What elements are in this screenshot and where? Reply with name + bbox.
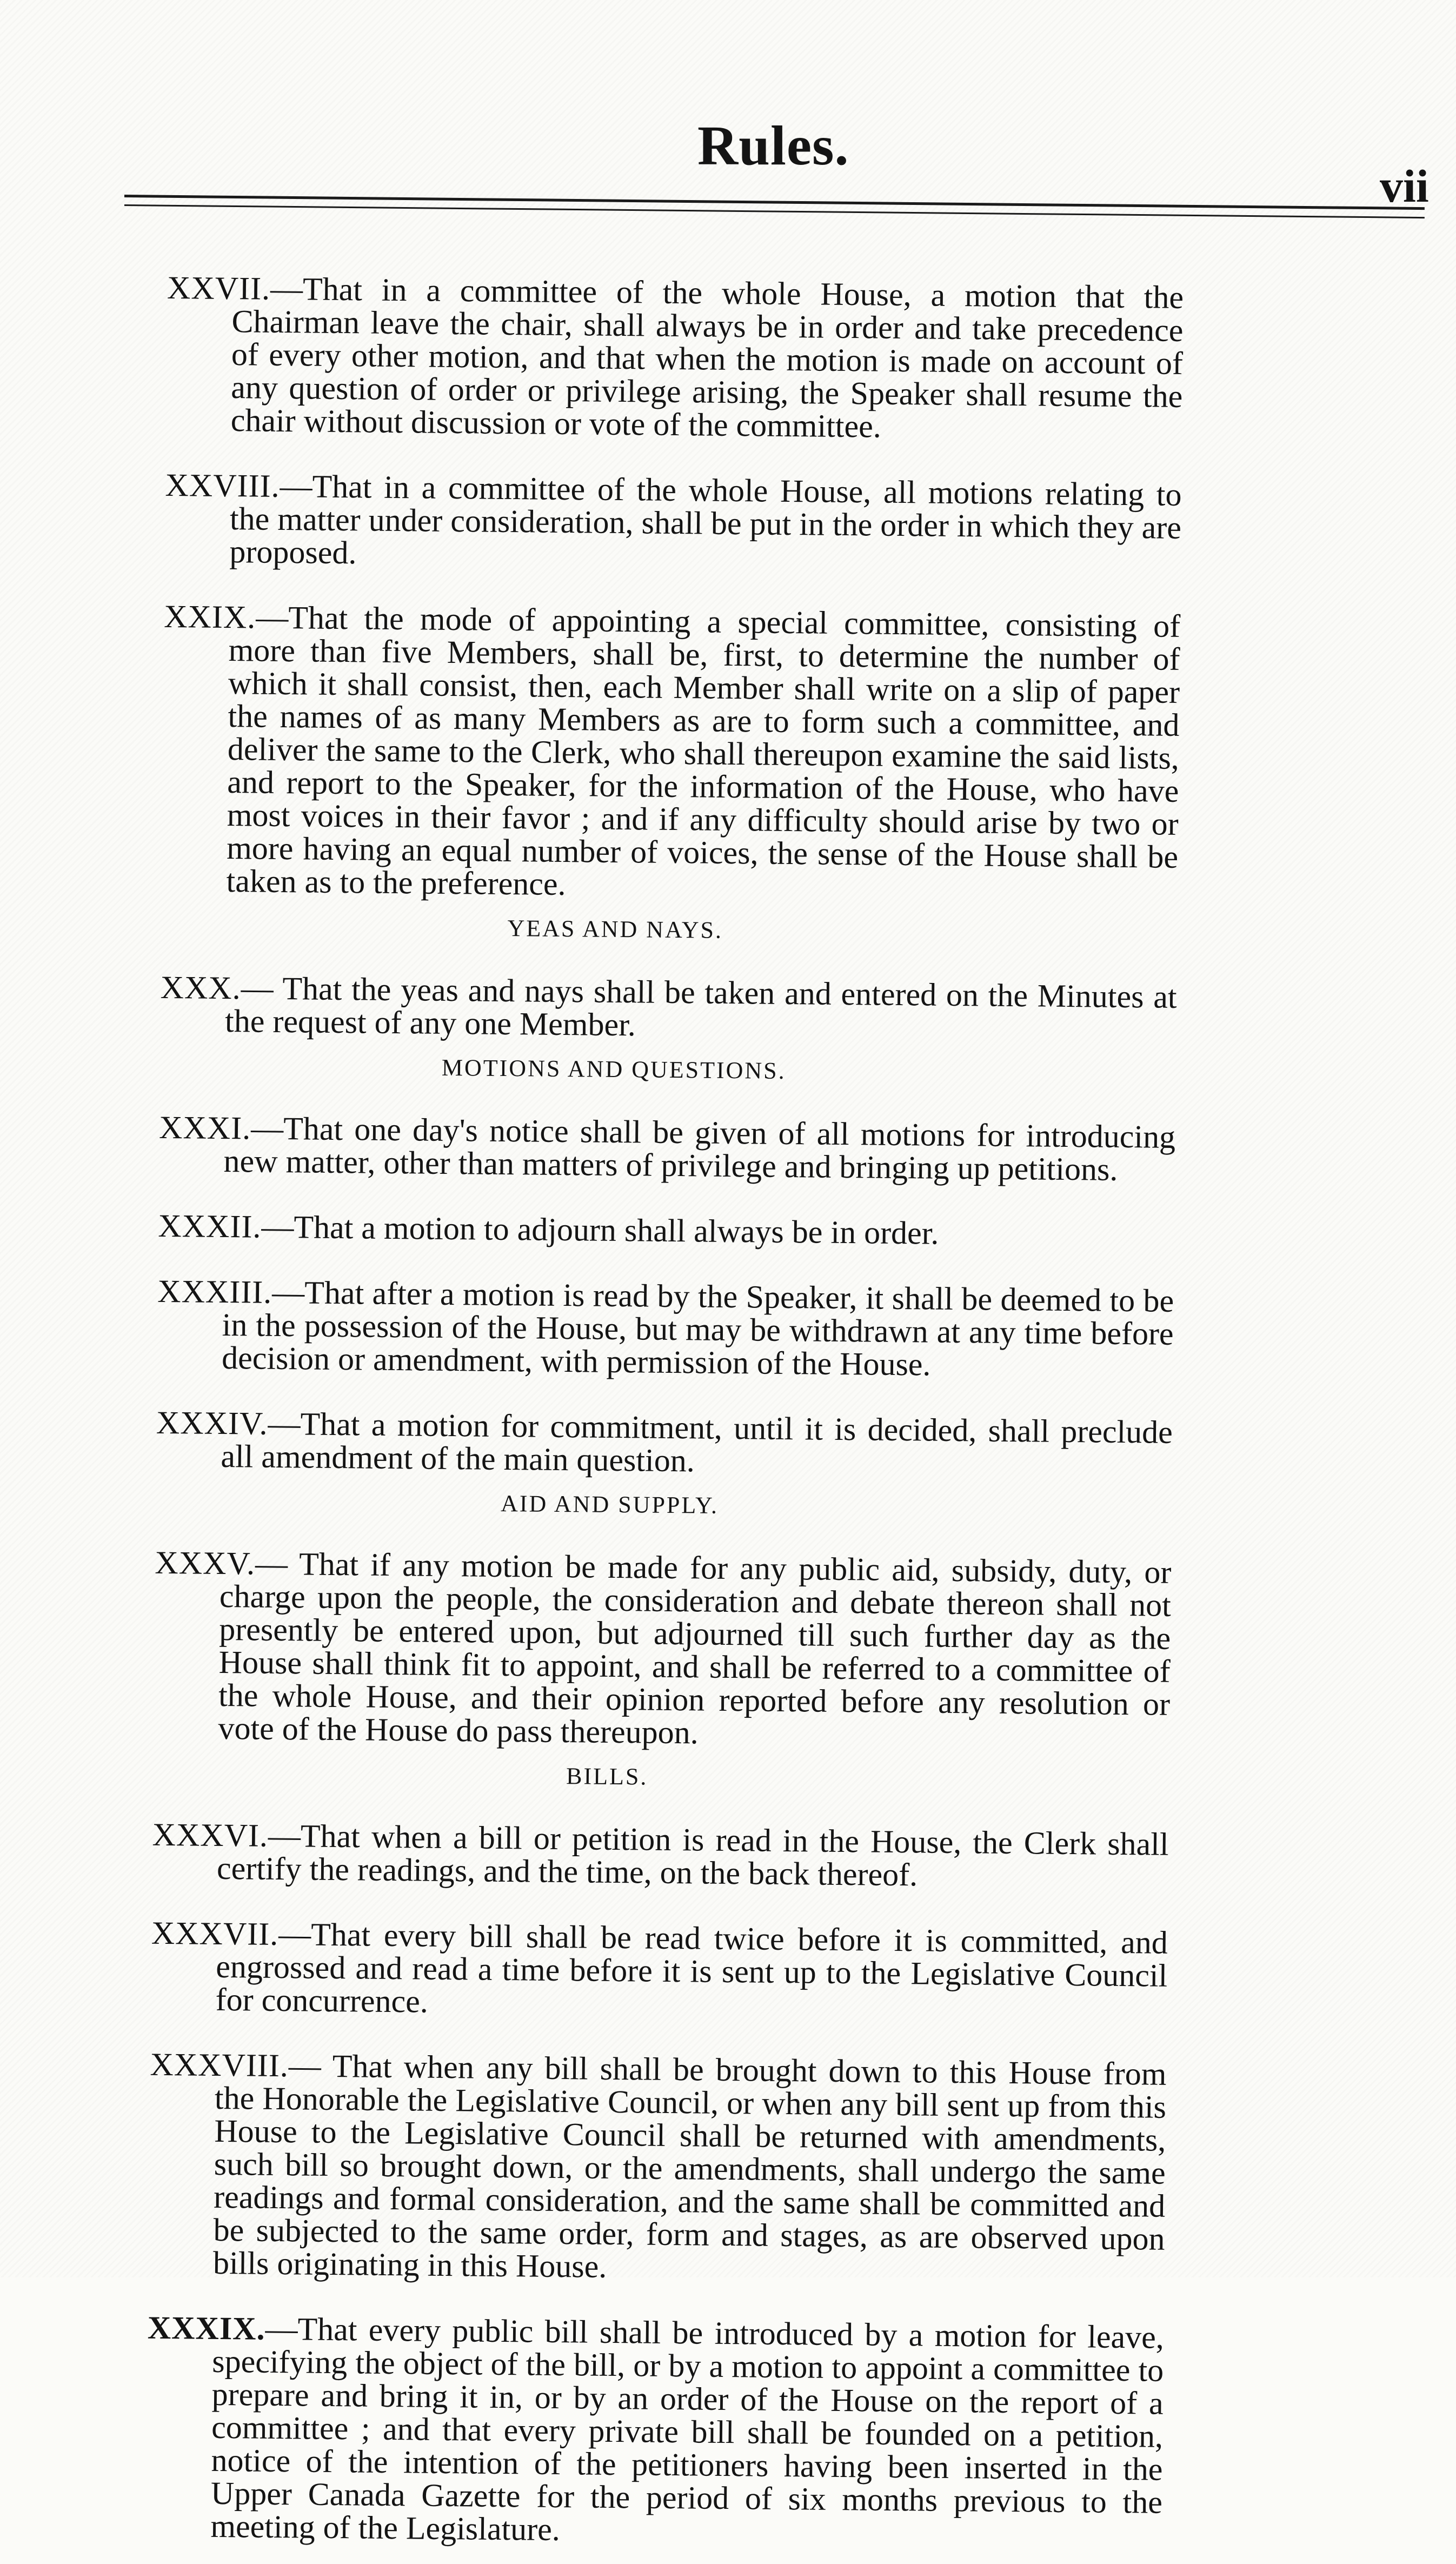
rule-xxvii	[57, 270, 1184, 446]
rule-text: —That when a bill or petition is read in the House, the Clerk shall certify the readings, and the time, on the back thereof.	[216, 1817, 1169, 1893]
rule-number: XXXVIII.	[150, 2046, 289, 2084]
rule-number: XXXIX.	[147, 2309, 265, 2347]
rule-text: —That a motion for commitment, until it is decided, shall preclude all amendment of the main question.	[221, 1405, 1173, 1479]
rule-text: —That every bill shall be read twice before it is committed, and engrossed and read a time before it is sent up to the Legislative Council for concurrence.	[215, 1916, 1168, 2020]
rule-text: —That in a committee of the whole House, a motion that the Chairman leave the chair, shall always be in order and take precedence of every other motion, and that when the motion is made on account of any question of order or privilege arising, the Speaker shall resume the chair without discussion or vote of the committee.	[230, 270, 1184, 444]
rule-number: XXVIII.	[165, 467, 280, 504]
rule-text: — That when any bill shall be brought down to this House from the Honorable the Legislative Council, or when any bill sent up from this House to the Legislative Council shall be returned with amendments, such bill so brought down, or the amendments, shall undergo the same readings and formal consideration, and the same shall be committed and be subjected to the same order, form and stages, as are observed upon bills originating in this House.	[212, 2048, 1167, 2284]
rules-body	[37, 238, 1184, 2564]
rule-text: —That the mode of appointing a special committee, consisting of more than five Members, shall be, first, to determine the number of which it shall consist, then, each Member shall write on a slip of paper the names of as many Members as are to form such a committee, and deliver the same to the Clerk, who shall thereupon examine the said lists, and report to the Speaker, for the information of the House, who have most voices in their favor ; and if any difficulty should arise by two or more having an equal number of voices, the sense of the House shall be taken as to the preference.	[226, 599, 1181, 902]
page-number: vii	[1380, 160, 1429, 212]
section-heading-motions: MOTIONS AND QUESTIONS.	[441, 1054, 786, 1084]
rule-number: XXXVII.	[151, 1915, 279, 1952]
rule-xxx	[52, 970, 1177, 1047]
rule-xxviii	[56, 468, 1182, 577]
rule-text: — That if any motion be made for any public aid, subsidy, duty, or charge upon the people, the consideration and debate thereon shall not presently be entered upon, but adjourned till such further day as the House shall think fit to appoint, and shall be referred to a committee of the whole House, and their opinion reported before any resolution or vote of the House do pass thereupon.	[218, 1545, 1172, 1751]
rule-xxxvi	[44, 1817, 1169, 1894]
rule-text: — That the yeas and nays shall be taken and entered on the Minutes at the request of any one Member.	[224, 970, 1177, 1043]
rule-xxxviii	[40, 2047, 1167, 2289]
rule-text: —That after a motion is read by the Speaker, it shall be deemed to be in the possession of the House, but may be withdrawn at any time before decision or amendment, with permission of the House.	[221, 1274, 1174, 1383]
rule-number: XXIX.	[163, 598, 256, 635]
rule-xxxiv	[48, 1405, 1173, 1482]
rule-number: XXXII.	[158, 1207, 262, 1245]
rule-number: XXXIII.	[157, 1273, 272, 1310]
section-heading-yeas-nays: YEAS AND NAYS.	[507, 915, 723, 944]
rule-number: XXXV.	[155, 1544, 256, 1582]
rule-xxxiii	[49, 1274, 1174, 1384]
page-title: Rules.	[697, 115, 849, 177]
rule-xxxvii	[42, 1916, 1168, 2025]
rule-number: XXXI.	[158, 1109, 251, 1146]
section-heading-aid-supply: AID AND SUPPLY.	[500, 1490, 719, 1519]
rule-xxxix	[37, 2310, 1164, 2552]
rule-xxix	[53, 599, 1180, 907]
section-heading-bills: BILLS.	[566, 1763, 648, 1790]
rule-text: —That every public bill shall be introduced by a motion for leave, specifying the object of the bill, or by a motion to appoint a committee to prepare and bring it in, or by an order of the House on the report of a committee ; and that every private bill shall be founded on a petition, notice of the intention of the petitioners having been inserted in the Upper Canada Gazette for the period of six months previous to the meeting of the Legislature.	[210, 2310, 1165, 2548]
rule-xxxi	[50, 1110, 1175, 1187]
rule-xxxii	[50, 1208, 1174, 1252]
rule-number: XXX.	[160, 969, 242, 1006]
rule-xxxv	[45, 1545, 1171, 1754]
rule-number: XXVII.	[167, 269, 271, 307]
rule-text: —That one day's notice shall be given of all motions for introducing new matter, other than matters of privilege and bringing up petitions.	[223, 1110, 1176, 1187]
rule-text: —That in a committee of the whole House, all motions relating to the matter under consideration, shall be put in the order in which they are proposed.	[229, 468, 1182, 571]
rule-number: XXXIV.	[156, 1404, 268, 1442]
rule-text: —That a motion to adjourn shall always be in order.	[261, 1208, 939, 1251]
rule-number: XXXVI.	[152, 1816, 269, 1854]
